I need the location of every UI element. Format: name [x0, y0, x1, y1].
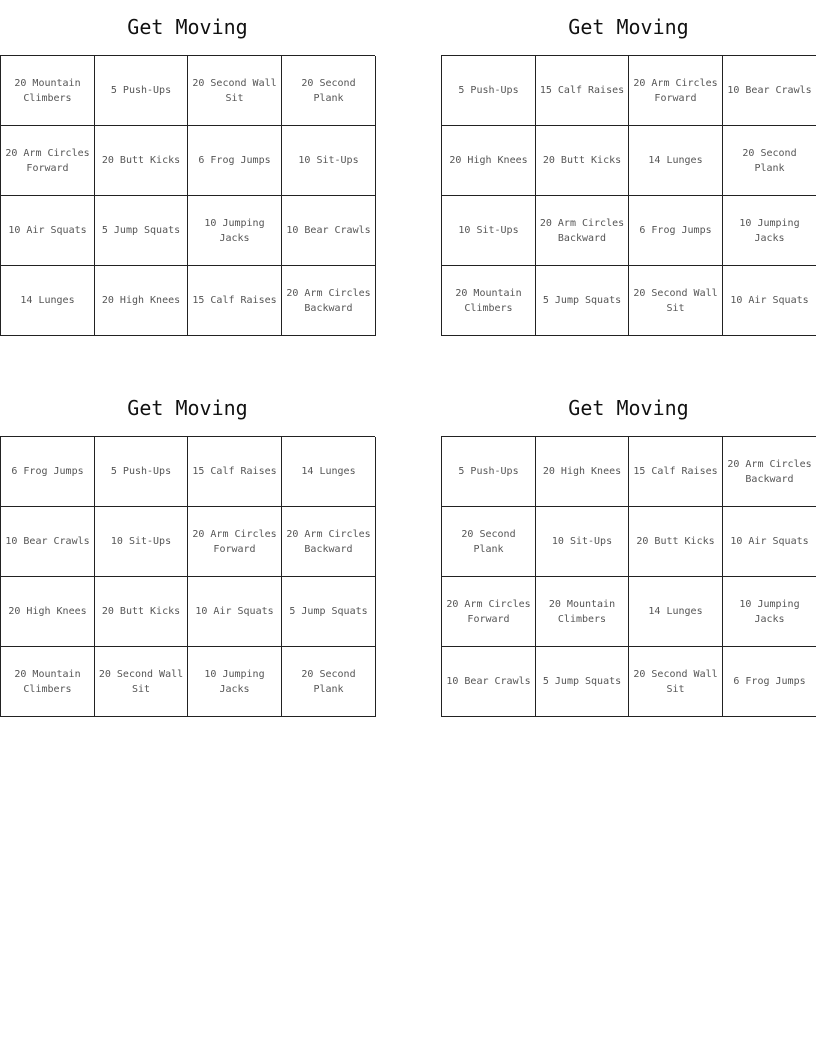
grid-cell: 20 Butt Kicks [536, 126, 629, 196]
grid-cell: 20 High Knees [95, 266, 188, 336]
grid-cell: 20 Second Wall Sit [95, 647, 188, 717]
grid-cell: 5 Push-Ups [442, 437, 536, 507]
grid-cell: 10 Air Squats [723, 266, 816, 336]
exercise-grid [441, 436, 816, 717]
grid-cell: 15 Calf Raises [629, 437, 723, 507]
grid-cell: 6 Frog Jumps [723, 647, 816, 717]
grid-cell: 5 Push-Ups [95, 56, 188, 126]
card-title: Get Moving [568, 396, 689, 420]
grid-cell: 14 Lunges [1, 266, 95, 336]
grid-cell: 10 Bear Crawls [282, 196, 376, 266]
grid-cell: 6 Frog Jumps [1, 437, 95, 507]
grid-cell: 20 Arm Circles Backward [723, 437, 816, 507]
grid-cell: 20 Butt Kicks [629, 507, 723, 577]
grid-cell: 10 Jumping Jacks [723, 577, 816, 647]
bingo-card [441, 393, 816, 695]
grid-cell: 20 Arm Circles Forward [629, 56, 723, 126]
grid-cell: 10 Sit-Ups [536, 507, 629, 577]
grid-cell: 20 Second Plank [282, 647, 376, 717]
grid-cell: 10 Jumping Jacks [188, 196, 282, 266]
grid-cell: 20 Arm Circles Forward [1, 126, 95, 196]
grid-cell: 10 Air Squats [723, 507, 816, 577]
grid-cell: 20 Arm Circles Backward [282, 266, 376, 336]
card-title: Get Moving [127, 15, 248, 39]
grid-cell: 20 Butt Kicks [95, 126, 188, 196]
grid-cell: 6 Frog Jumps [629, 196, 723, 266]
grid-cell: 20 Second Wall Sit [629, 266, 723, 336]
grid-cell: 20 Butt Kicks [95, 577, 188, 647]
grid-cell: 20 Second Plank [442, 507, 536, 577]
bingo-card [0, 12, 375, 314]
grid-cell: 6 Frog Jumps [188, 126, 282, 196]
grid-cell: 10 Bear Crawls [1, 507, 95, 577]
exercise-grid [441, 55, 816, 336]
grid-cell: 20 Mountain Climbers [536, 577, 629, 647]
grid-cell: 15 Calf Raises [188, 437, 282, 507]
grid-cell: 20 Mountain Climbers [442, 266, 536, 336]
grid-cell: 20 High Knees [442, 126, 536, 196]
grid-cell: 15 Calf Raises [536, 56, 629, 126]
exercise-grid [0, 436, 375, 717]
exercise-grid [0, 55, 375, 336]
card-title: Get Moving [127, 396, 248, 420]
grid-cell: 20 Mountain Climbers [1, 647, 95, 717]
grid-cell: 20 Second Wall Sit [188, 56, 282, 126]
grid-cell: 5 Jump Squats [95, 196, 188, 266]
grid-cell: 20 Arm Circles Forward [442, 577, 536, 647]
grid-cell: 20 High Knees [1, 577, 95, 647]
grid-cell: 20 Second Wall Sit [629, 647, 723, 717]
grid-cell: 10 Sit-Ups [442, 196, 536, 266]
grid-cell: 5 Jump Squats [536, 266, 629, 336]
grid-cell: 5 Jump Squats [282, 577, 376, 647]
grid-cell: 14 Lunges [282, 437, 376, 507]
grid-cell: 5 Push-Ups [95, 437, 188, 507]
bingo-card [441, 12, 816, 314]
grid-cell: 20 Arm Circles Backward [282, 507, 376, 577]
grid-cell: 10 Air Squats [188, 577, 282, 647]
grid-cell: 14 Lunges [629, 126, 723, 196]
grid-cell: 10 Jumping Jacks [723, 196, 816, 266]
grid-cell: 10 Sit-Ups [282, 126, 376, 196]
grid-cell: 20 Mountain Climbers [1, 56, 95, 126]
grid-cell: 10 Bear Crawls [723, 56, 816, 126]
grid-cell: 10 Sit-Ups [95, 507, 188, 577]
grid-cell: 10 Air Squats [1, 196, 95, 266]
grid-cell: 20 Arm Circles Backward [536, 196, 629, 266]
grid-cell: 20 High Knees [536, 437, 629, 507]
grid-cell: 10 Jumping Jacks [188, 647, 282, 717]
bingo-card [0, 393, 375, 695]
grid-cell: 20 Second Plank [282, 56, 376, 126]
grid-cell: 15 Calf Raises [188, 266, 282, 336]
grid-cell: 10 Bear Crawls [442, 647, 536, 717]
grid-cell: 20 Second Plank [723, 126, 816, 196]
grid-cell: 20 Arm Circles Forward [188, 507, 282, 577]
grid-cell: 5 Jump Squats [536, 647, 629, 717]
grid-cell: 14 Lunges [629, 577, 723, 647]
grid-cell: 5 Push-Ups [442, 56, 536, 126]
card-title: Get Moving [568, 15, 689, 39]
